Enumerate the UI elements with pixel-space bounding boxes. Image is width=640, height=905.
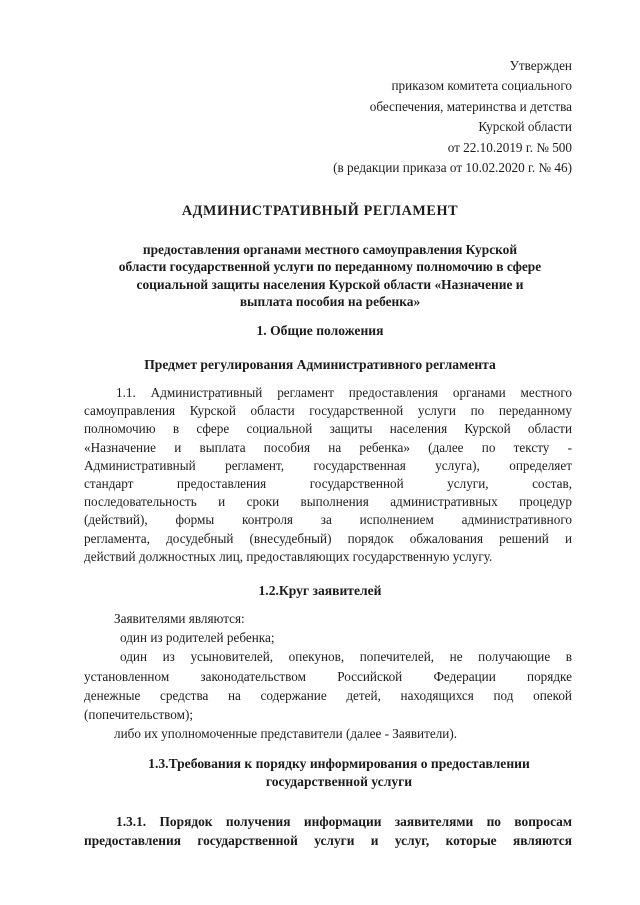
section-heading-subject: Предмет регулирования Административного регламента bbox=[144, 357, 496, 372]
applicants-line: один из усыновителей, опекунов, попечителей, не получающие в bbox=[120, 649, 572, 665]
paragraph-line: (действий), формы контроля за исполнением административного bbox=[84, 512, 572, 528]
applicants-line: (попечительством); bbox=[84, 706, 194, 722]
paragraph-line: полномочию в сфере социальной защиты населения Курской области bbox=[84, 421, 572, 437]
paragraph-line: регламента, досудебный (внесудебный) порядок обжалования решений и bbox=[84, 530, 572, 546]
paragraph-line: 1.3.1. Порядок получения информации заявителями по вопросам bbox=[116, 814, 572, 829]
heading-line: 1.3.Требования к порядку информирования о предоставлении bbox=[148, 756, 530, 771]
paragraph-line: последовательность и сроки выполнения административных процедур bbox=[84, 494, 572, 510]
subtitle-line: выплата пособия на ребенка» bbox=[239, 293, 421, 309]
section-heading-general: 1. Общие положения bbox=[256, 323, 384, 338]
subtitle-line: области государственной услуги по переданному полномочию в сфере bbox=[118, 259, 542, 275]
subtitle-line: предоставления органами местного самоуправления Курской bbox=[142, 242, 518, 257]
approval-line: приказом комитета социального bbox=[391, 78, 572, 94]
paragraph-line: «Назначение и выплата пособия на ребенка» (далее по тексту - bbox=[84, 439, 572, 455]
applicants-line: установленном законодательством Российской Федерации порядке bbox=[84, 668, 572, 684]
approval-line: от 22.10.2019 г. № 500 bbox=[447, 139, 572, 155]
paragraph-line: 1.1. Административный регламент предоставления органами местного bbox=[116, 385, 572, 400]
approval-line: (в редакции приказа от 10.02.2020 г. № 46) bbox=[333, 160, 572, 176]
paragraph-line: действий должностных лиц, предоставляющих государственную услугу. bbox=[84, 548, 493, 564]
applicants-list bbox=[84, 609, 572, 743]
paragraph-line: стандарт предоставления государственной услуги, состав, bbox=[84, 475, 572, 491]
heading-line: государственной услуги bbox=[265, 774, 413, 789]
paragraph-1-1 bbox=[84, 384, 572, 566]
applicants-line: денежные средства на содержание детей, находящихся под опекой bbox=[84, 687, 572, 703]
applicants-line: либо их уполномоченные представители (далее - Заявители). bbox=[114, 726, 458, 742]
paragraph-line: Административный регламент, государственная услуга), определяет bbox=[84, 457, 572, 473]
approval-line: Утвержден bbox=[509, 58, 572, 73]
section-heading-applicants: 1.2.Круг заявителей bbox=[258, 583, 382, 598]
section-heading-information bbox=[104, 755, 574, 791]
approval-line: Курской области bbox=[478, 119, 572, 135]
applicants-line: один из родителей ребенка; bbox=[120, 630, 275, 646]
paragraph-line: предоставления государственной услуги и услуг, которые являются bbox=[84, 833, 572, 848]
paragraph-1-3-1 bbox=[84, 812, 572, 850]
approval-block bbox=[240, 56, 572, 178]
applicants-line: Заявителями являются: bbox=[114, 611, 245, 626]
subtitle-line: социальной защиты населения Курской области «Назначение и bbox=[136, 276, 524, 292]
document-title: АДМИНИСТРАТИВНЫЙ РЕГЛАМЕНТ bbox=[181, 203, 459, 219]
approval-line: обеспечения, материнства и детства bbox=[369, 98, 572, 114]
document-subtitle bbox=[96, 241, 564, 310]
paragraph-line: самоуправления Курской области государственной услуги по переданному bbox=[84, 403, 572, 419]
